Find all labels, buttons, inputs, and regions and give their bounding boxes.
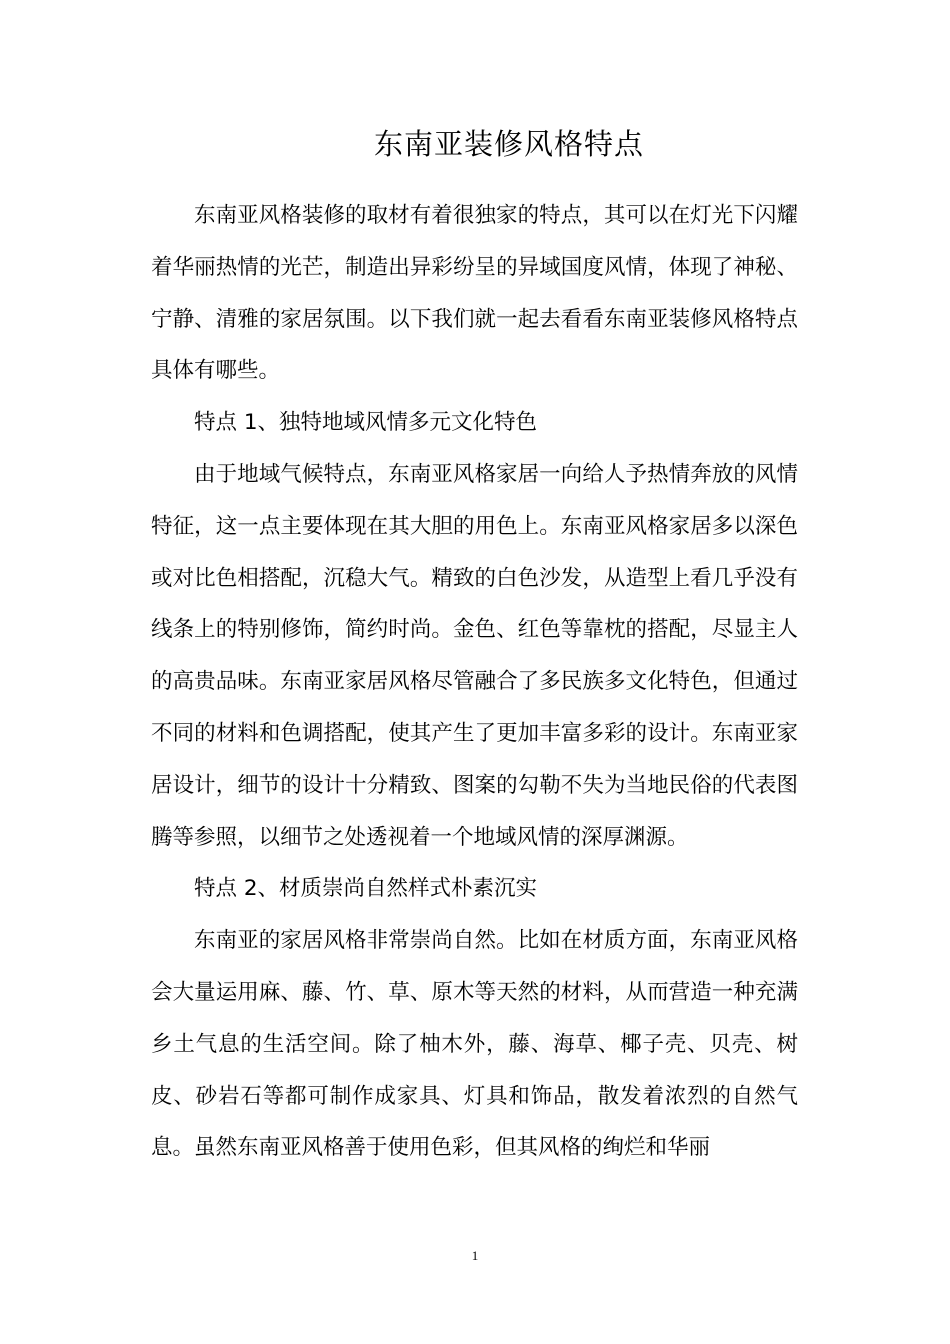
document-body [151, 190, 798, 1174]
section-heading-2: 特点 2、材质崇尚自然样式朴素沉实 [194, 876, 538, 902]
section-heading-1: 特点 1、独特地域风情多元文化特色 [194, 410, 538, 436]
body-paragraph-2: 东南亚的家居风格非常崇尚自然。比如在材质方面，东南亚风格会大量运用麻、藤、竹、草、原木等天然的材料，从而营造一种充满乡土气息的生活空间。除了柚木外，藤、海草、椰子壳、贝壳、树皮、砂岩石等都可制作成家具、灯具和饰品，散发着浓烈的自然气息。虽然东南亚风格善于使用色彩，但其风格的绚烂和华丽 [151, 928, 798, 1161]
document-title: 东南亚装修风格特点 [373, 127, 644, 161]
page-number: 1 [471, 1248, 479, 1263]
body-paragraph-1: 由于地域气候特点，东南亚风格家居一向给人予热情奔放的风情特征，这一点主要体现在其大胆的用色上。东南亚风格家居多以深色或对比色相搭配，沉稳大气。精致的白色沙发，从造型上看几乎没有线条上的特别修饰，简约时尚。金色、红色等靠枕的搭配，尽显主人的高贵品味。东南亚家居风格尽管融合了多民族多文化特色，但通过不同的材料和色调搭配，使其产生了更加丰富多彩的设计。东南亚家居设计，细节的设计十分精致、图案的勾勒不失为当地民俗的代表图腾等参照，以细节之处透视着一个地域风情的深厚渊源。 [151, 461, 798, 850]
intro-paragraph: 东南亚风格装修的取材有着很独家的特点，其可以在灯光下闪耀着华丽热情的光芒，制造出异彩纷呈的异域国度风情，体现了神秘、宁静、清雅的家居氛围。以下我们就一起去看看东南亚装修风格特点具体有哪些。 [151, 203, 798, 384]
